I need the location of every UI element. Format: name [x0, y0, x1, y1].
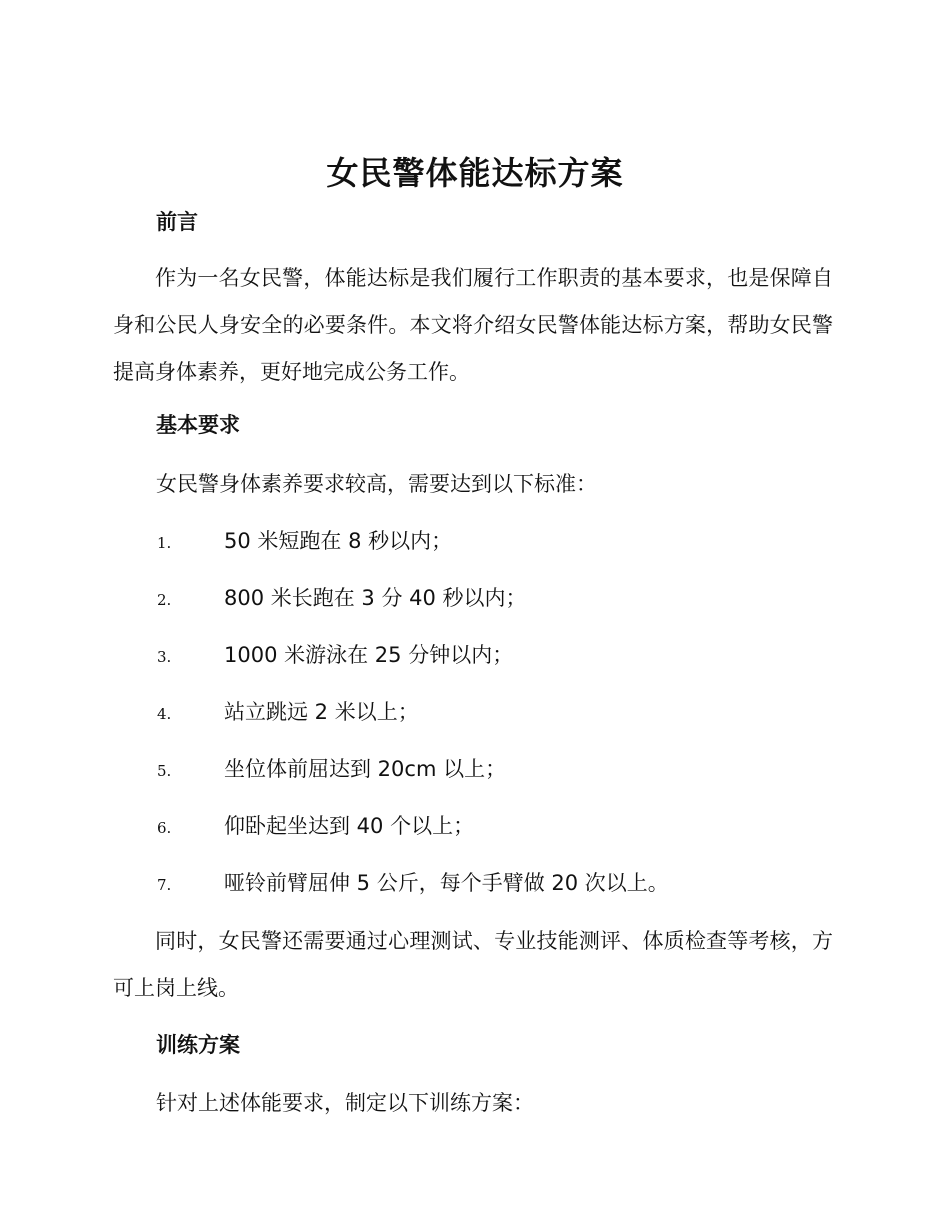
list-item: [0, 811, 950, 841]
list-item: [0, 868, 950, 898]
list-item: [0, 583, 950, 613]
list-item-number: 2.: [157, 591, 172, 609]
list-item: [0, 640, 950, 670]
list-item-number: 6.: [157, 819, 172, 837]
list-item-number: 5.: [157, 762, 172, 780]
list-item-text: 50 米短跑在 8 秒以内；: [224, 529, 453, 553]
list-item-number: 7.: [157, 876, 172, 894]
list-item-text: 坐位体前屈达到 20cm 以上；: [224, 757, 507, 781]
preface-paragraph: 作为一名女民警，体能达标是我们履行工作职责的基本要求，也是保障自身和公民人身安全的必要条件。本文将介绍女民警体能达标方案，帮助女民警提高身体素养，更好地完成公务工作。: [113, 266, 833, 384]
list-item-text: 站立跳远 2 米以上；: [224, 700, 419, 724]
section-heading-training: 训练方案: [156, 1033, 240, 1057]
training-intro: 针对上述体能要求，制定以下训练方案：: [156, 1091, 534, 1115]
document-title: 女民警体能达标方案: [326, 154, 624, 192]
section-heading-requirements: 基本要求: [156, 413, 240, 437]
list-item-text: 仰卧起坐达到 40 个以上；: [224, 814, 475, 838]
list-item-number: 1.: [157, 534, 172, 552]
list-item: [0, 697, 950, 727]
requirements-closing-paragraph: 同时，女民警还需要通过心理测试、专业技能测评、体质检查等考核，方可上岗上线。: [113, 929, 833, 1000]
list-item-text: 800 米长跑在 3 分 40 秒以内；: [224, 586, 527, 610]
list-item-text: 哑铃前臂屈伸 5 公斤，每个手臂做 20 次以上。: [224, 871, 669, 895]
list-item-number: 3.: [157, 648, 172, 666]
section-heading-preface: 前言: [156, 210, 198, 234]
list-item: [0, 754, 950, 784]
list-item-text: 1000 米游泳在 25 分钟以内；: [224, 643, 514, 667]
requirements-intro: 女民警身体素养要求较高，需要达到以下标准：: [156, 472, 597, 496]
list-item: [0, 526, 950, 556]
list-item-number: 4.: [157, 705, 172, 723]
